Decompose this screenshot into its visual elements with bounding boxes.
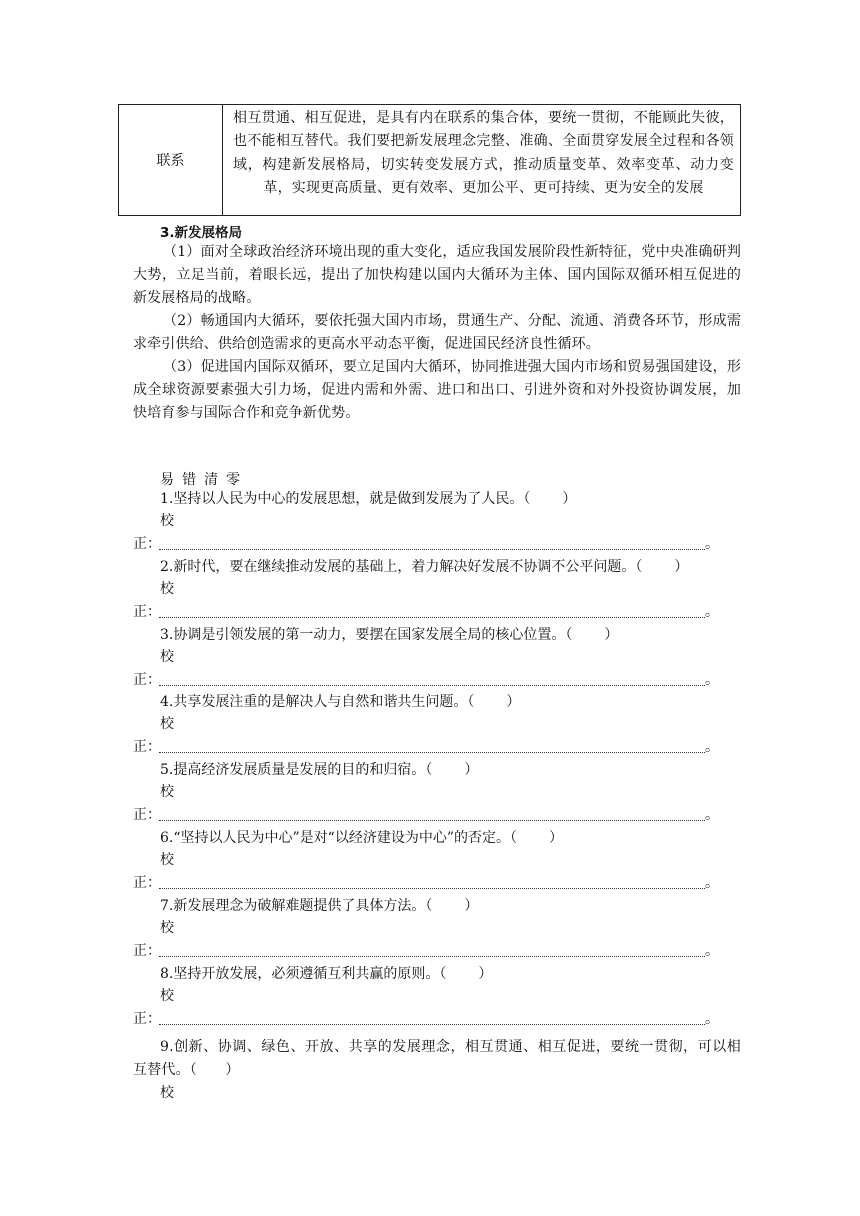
answer-paren-open: （ bbox=[635, 558, 643, 575]
question-text: 6.“坚持以人民为中心”是对“以经济建设为中心”的否定。 bbox=[160, 830, 510, 846]
correction-period: 。 bbox=[705, 942, 719, 959]
error-question bbox=[160, 828, 563, 848]
correction-label-jiao: 校 bbox=[160, 919, 174, 936]
answer-paren-close: ） bbox=[506, 694, 521, 711]
answer-paren-open: （ bbox=[523, 491, 531, 507]
answer-paren-close: ） bbox=[674, 558, 689, 575]
paragraph-1: （1）面对全球政治经济环境出现的重大变化，适应我国发展阶段性新特征，党中央准确研判大势，立足当前，着眼长远，提出了加快构建以国内大循环为主体、国内国际双循环相互促进的新发展格局的战略。 bbox=[133, 244, 741, 307]
correction-label-jiao: 校 bbox=[160, 1085, 174, 1101]
correction-label-zheng: 正： bbox=[133, 1010, 161, 1027]
correction-label-jiao: 校 bbox=[160, 716, 174, 733]
correction-label-zheng: 正： bbox=[133, 739, 161, 756]
correction-dotted-line[interactable] bbox=[159, 549, 705, 550]
error-item-9: 9.创新、协调、绿色、开放、共享的发展理念，相互贯通、相互促进，要统一贯彻，可以相互替代。（ ） bbox=[133, 1039, 741, 1078]
correction-period: 。 bbox=[705, 739, 719, 756]
error-item bbox=[0, 964, 860, 1032]
answer-paren-close: ） bbox=[464, 762, 479, 779]
question-text: 2.新时代，要在继续推动发展的基础上，着力解决好发展不协调不公平问题。 bbox=[160, 558, 636, 575]
correction-label-zheng: 正： bbox=[133, 807, 161, 824]
correction-label-zheng: 正： bbox=[133, 671, 161, 688]
correction-label-jiao: 校 bbox=[160, 987, 174, 1004]
correction-label-jiao: 校 bbox=[160, 852, 174, 868]
section-title: 3.新发展格局 bbox=[160, 225, 243, 241]
error-item bbox=[0, 896, 860, 964]
correction-dotted-line[interactable] bbox=[159, 1024, 705, 1025]
answer-paren-open: （ bbox=[425, 897, 433, 914]
correction-label-zheng: 正： bbox=[133, 875, 161, 891]
error-question bbox=[160, 964, 492, 984]
error-item bbox=[0, 557, 860, 625]
question-text: 7.新发展理念为破解难题提供了具体方法。 bbox=[160, 897, 426, 914]
correction-period: 。 bbox=[705, 875, 719, 891]
correction-label-zheng: 正： bbox=[133, 942, 161, 959]
correction-dotted-line[interactable] bbox=[159, 820, 705, 821]
table-header-cell: 联系 bbox=[119, 105, 223, 215]
correction-period: 。 bbox=[705, 671, 719, 688]
error-question bbox=[160, 557, 688, 577]
correction-label-jiao: 校 bbox=[160, 580, 174, 597]
paragraph-2: （2）畅通国内大循环，要依托强大国内市场，贯通生产、分配、流通、消费各环节，形成需求牵引供给、供给创造需求的更高水平动态平衡，促进国民经济良性循环。 bbox=[133, 313, 741, 353]
correction-period: 。 bbox=[705, 807, 719, 824]
correction-label-jiao: 校 bbox=[160, 784, 174, 801]
correction-label-jiao: 校 bbox=[160, 513, 174, 529]
correction-dotted-line[interactable] bbox=[159, 956, 705, 957]
answer-paren-open: （ bbox=[439, 965, 447, 982]
question-text: 5.提高经济发展质量是发展的目的和归宿。 bbox=[160, 762, 426, 779]
answer-paren-close: ） bbox=[478, 965, 493, 982]
correction-dotted-line[interactable] bbox=[159, 888, 705, 889]
correction-period: 。 bbox=[705, 536, 719, 552]
correction-label-zheng: 正： bbox=[133, 536, 161, 552]
answer-paren-open: （ bbox=[467, 694, 475, 711]
correction-period: 。 bbox=[705, 1010, 719, 1027]
relation-table bbox=[118, 104, 741, 216]
error-question bbox=[160, 692, 520, 712]
error-question bbox=[160, 896, 478, 916]
error-question bbox=[160, 489, 576, 509]
answer-paren-close: ） bbox=[604, 626, 619, 643]
correction-period: 。 bbox=[705, 603, 719, 620]
error-item bbox=[0, 625, 860, 693]
question-text: 1.坚持以人民为中心的发展思想，就是做到发展为了人民。 bbox=[160, 491, 524, 507]
error-question bbox=[160, 625, 618, 645]
error-item bbox=[0, 828, 860, 896]
table-content-cell: 相互贯通、相互促进，是具有内在联系的集合体，要统一贯彻，不能顾此失彼，也不能相互替代。我们要把新发展理念完整、准确、全面贯穿发展全过程和各领域，构建新发展格局，切实转变发展方式，推动质量变革、效率变革、动力变革，实现更高质量、更有效率、更加公平、更可持续、更为安全的发展 bbox=[233, 110, 734, 196]
correction-dotted-line[interactable] bbox=[159, 752, 705, 753]
error-question bbox=[160, 760, 478, 780]
error-item bbox=[0, 760, 860, 828]
question-text: 4.共享发展注重的是解决人与自然和谐共生问题。 bbox=[160, 694, 468, 711]
correction-label-zheng: 正： bbox=[133, 603, 161, 620]
question-text: 8.坚持开放发展，必须遵循互利共赢的原则。 bbox=[160, 965, 440, 982]
answer-paren-open: （ bbox=[425, 762, 433, 779]
answer-paren-open: （ bbox=[510, 830, 517, 846]
answer-paren-close: ） bbox=[464, 897, 479, 914]
answer-paren-close: ） bbox=[562, 491, 577, 507]
question-text: 3.协调是引领发展的第一动力，要摆在国家发展全局的核心位置。 bbox=[160, 626, 566, 643]
answer-paren-close: ） bbox=[549, 830, 563, 846]
error-clearing-title: 易错清零 bbox=[160, 472, 248, 488]
correction-label-jiao: 校 bbox=[160, 648, 174, 665]
answer-paren-open: （ bbox=[565, 626, 573, 643]
error-item bbox=[0, 692, 860, 760]
paragraph-3: （3）促进国内国际双循环，要立足国内大循环，协同推进强大国内市场和贸易强国建设，形成全球资源要素强大引力场，促进内需和外需、进口和出口、引进外资和对外投资协调发展，加快培育参与国际合作和竞争新优势。 bbox=[133, 359, 741, 422]
error-item bbox=[0, 489, 860, 557]
correction-dotted-line[interactable] bbox=[159, 617, 705, 618]
correction-dotted-line[interactable] bbox=[159, 685, 705, 686]
